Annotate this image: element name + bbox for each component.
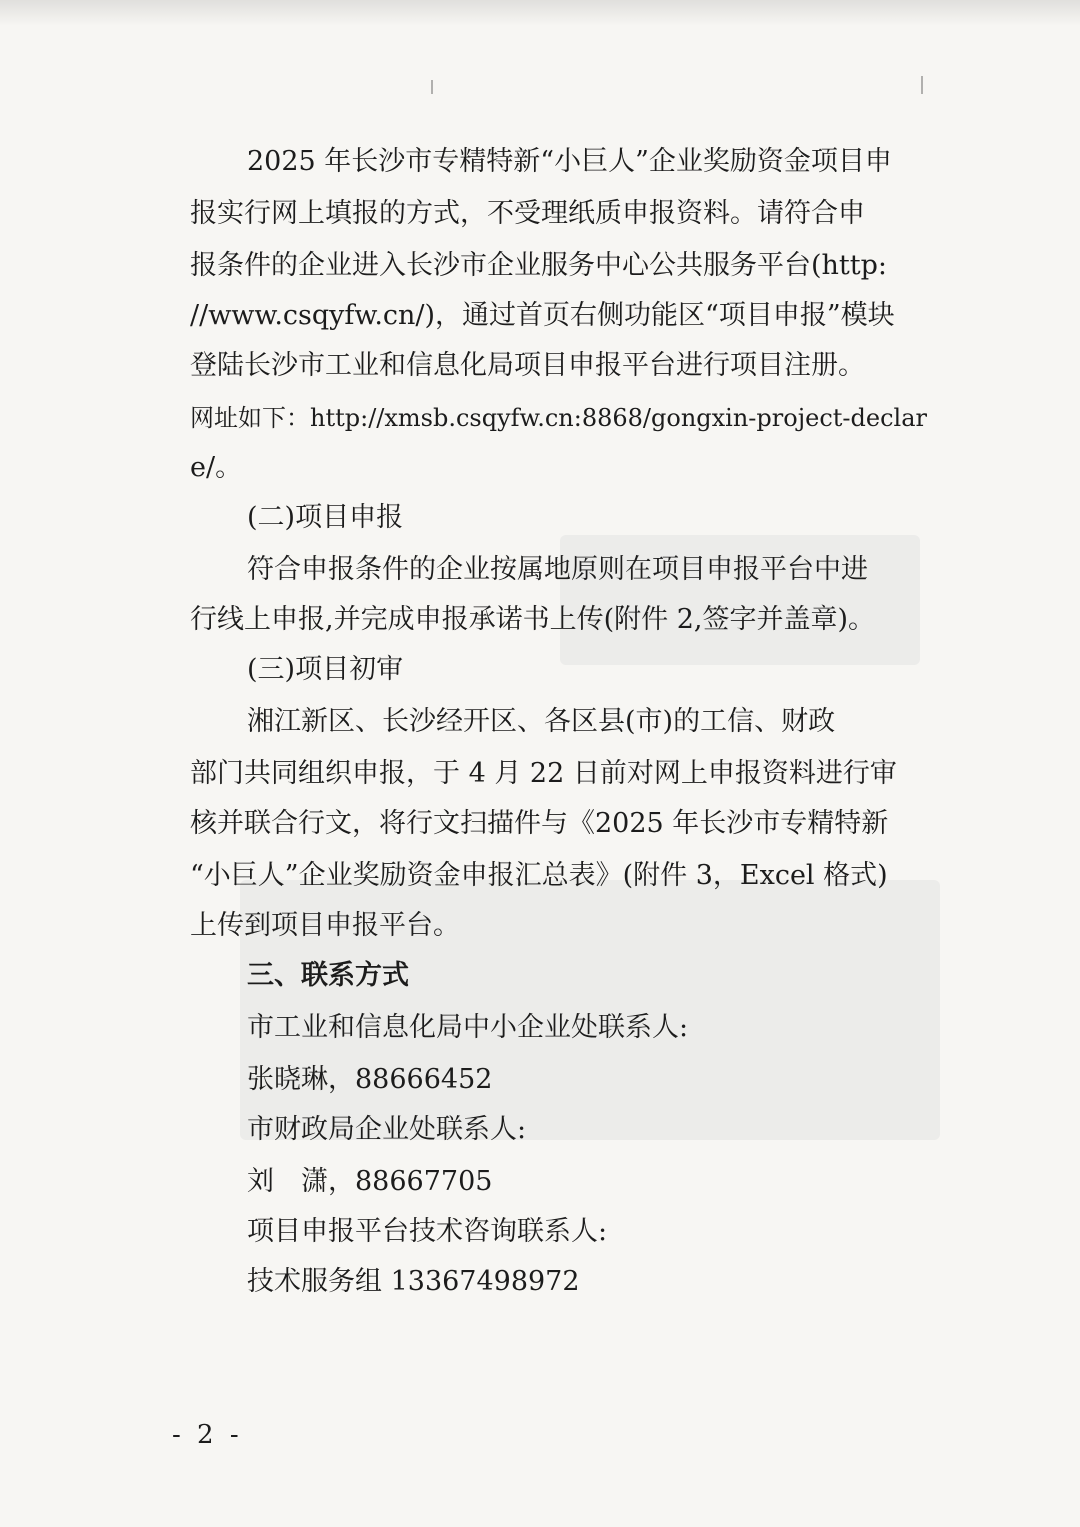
contact-line-4: 刘 潇，88667705 — [247, 1166, 493, 1197]
page-number: - 2 - — [172, 1420, 243, 1450]
paragraph-2-line-2: 行线上申报,并完成申报承诺书上传(附件 2,签字并盖章)。 — [190, 604, 875, 635]
paragraph-2-line-1: 符合申报条件的企业按属地原则在项目申报平台中进 — [247, 554, 868, 585]
contact-line-6: 技术服务组 13367498972 — [247, 1266, 580, 1297]
paragraph-1-line-5: 登陆长沙市工业和信息化局项目申报平台进行项目注册。 — [190, 350, 865, 381]
paragraph-1-line-1: 2025 年长沙市专精特新“小巨人”企业奖励资金项目申 — [247, 146, 892, 177]
paragraph-1-line-3: 报条件的企业进入长沙市企业服务中心公共服务平台(http: — [190, 250, 888, 281]
paragraph-1-line-4: //www.csqyfw.cn/)，通过首页右侧功能区“项目申报”模块 — [190, 300, 895, 331]
paragraph-1-line-2: 报实行网上填报的方式，不受理纸质申报资料。请符合申 — [190, 198, 865, 229]
paragraph-3-line-2: 部门共同组织申报，于 4 月 22 日前对网上申报资料进行审 — [190, 758, 897, 789]
paragraph-3-line-1: 湘江新区、长沙经开区、各区县(市)的工信、财政 — [247, 706, 836, 737]
paragraph-3-line-3: 核并联合行文，将行文扫描件与《2025 年长沙市专精特新 — [190, 808, 889, 839]
contact-line-3: 市财政局企业处联系人: — [247, 1114, 527, 1145]
section-3-heading: (三)项目初审 — [247, 654, 404, 685]
scan-mark — [921, 76, 923, 94]
contact-line-1: 市工业和信息化局中小企业处联系人: — [247, 1012, 689, 1043]
section-2-heading: (二)项目申报 — [247, 502, 404, 533]
contact-heading: 三、联系方式 — [247, 960, 409, 991]
contact-line-5: 项目申报平台技术咨询联系人: — [247, 1216, 608, 1247]
scan-edge-artifact — [0, 0, 1080, 26]
paragraph-1-line-6: 网址如下：http://xmsb.csqyfw.cn:8868/gongxin-project-declar — [190, 404, 928, 432]
scan-mark — [431, 80, 433, 94]
paragraph-3-line-4: “小巨人”企业奖励资金申报汇总表》(附件 3，Excel 格式) — [190, 860, 888, 891]
paragraph-1-line-7: e/。 — [190, 452, 243, 483]
contact-line-2: 张晓琳，88666452 — [247, 1064, 493, 1095]
paragraph-3-line-5: 上传到项目申报平台。 — [190, 910, 460, 941]
